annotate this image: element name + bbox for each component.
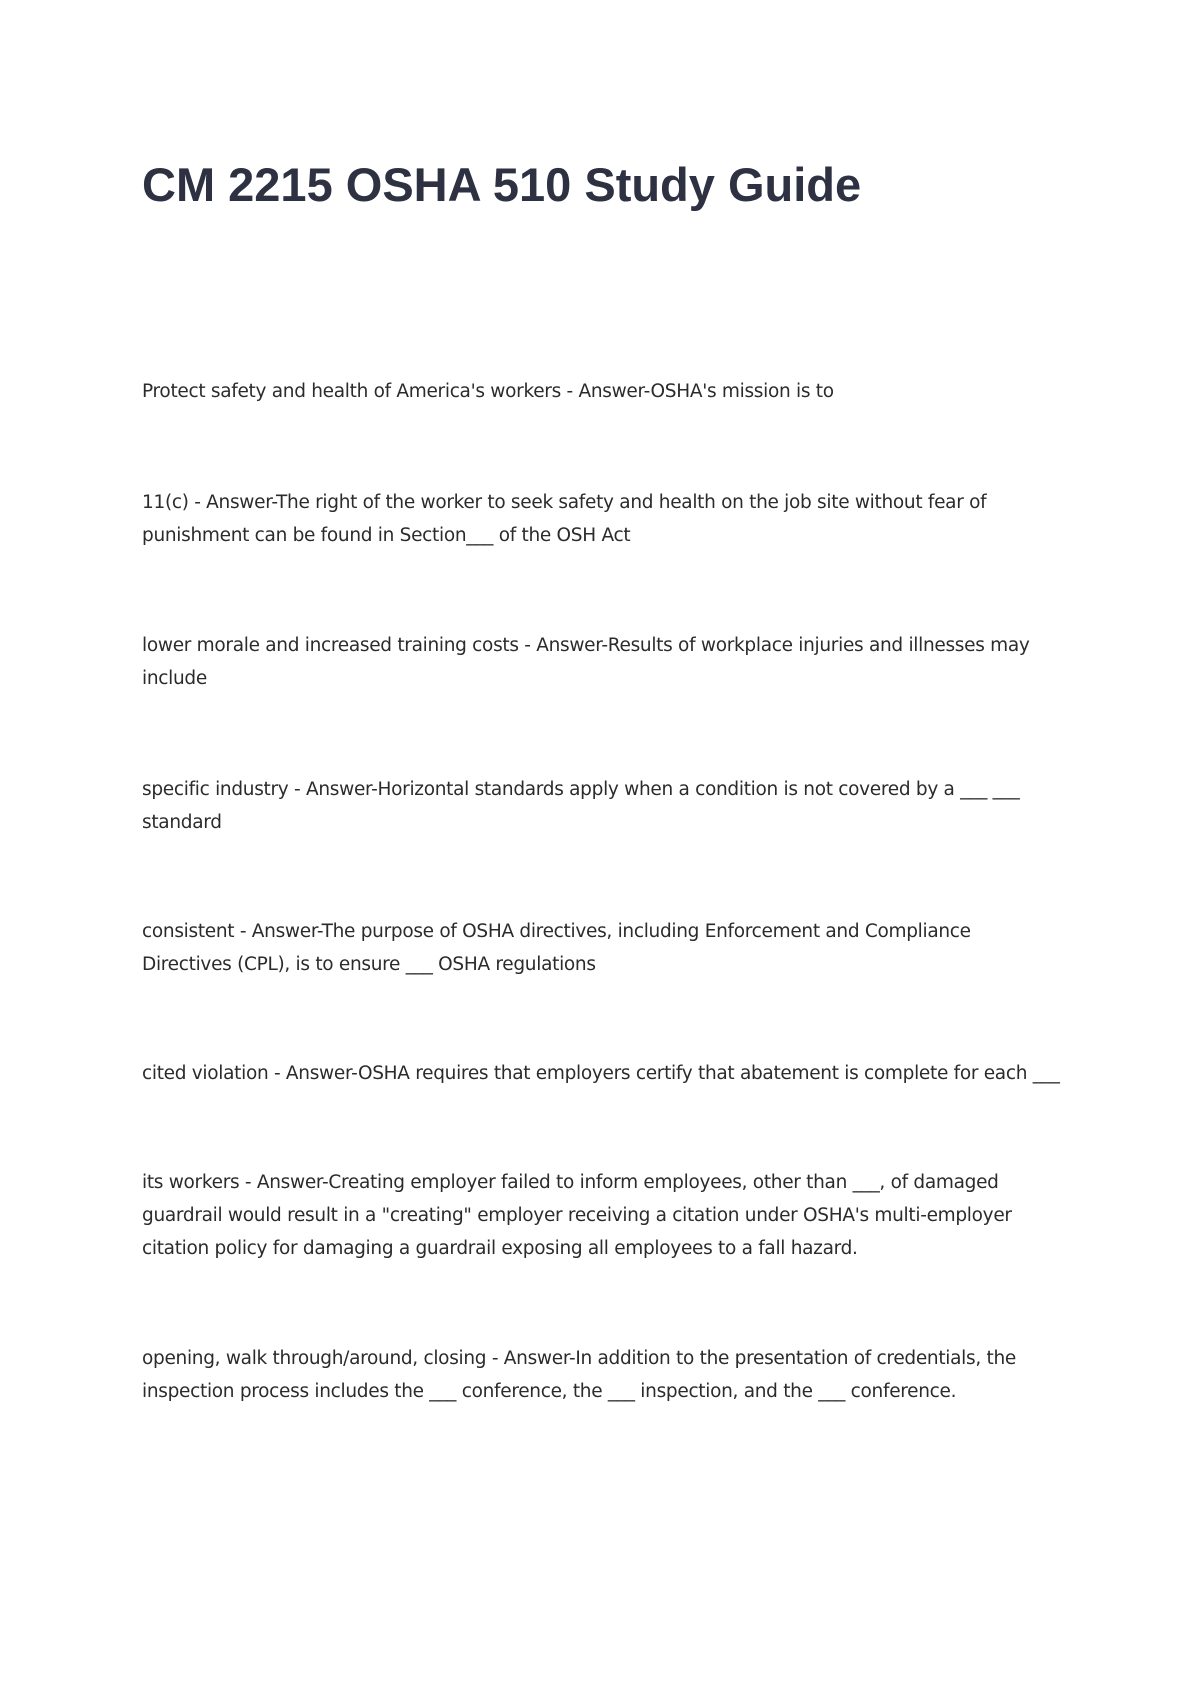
document-title: CM 2215 OSHA 510 Study Guide: [142, 158, 862, 211]
qa-item: consistent - Answer-The purpose of OSHA directives, including Enforcement and Compliance Directives (CPL), is to ensure ___ OSHA regulations: [142, 921, 971, 975]
qa-item: its workers - Answer-Creating employer failed to inform employees, other than ___, of damaged guardrail would result in a "creating" employer receiving a citation under OSHA's multi-employer citation policy for damaging a guardrail exposing all employees to a fall hazard.: [142, 1172, 1012, 1259]
qa-item: lower morale and increased training costs - Answer-Results of workplace injuries and illnesses may include: [142, 635, 1030, 689]
qa-item: Protect safety and health of America's workers - Answer-OSHA's mission is to: [142, 381, 834, 402]
qa-item: opening, walk through/around, closing - Answer-In addition to the presentation of credentials, the inspection process includes the ___ conference, the ___ inspection, and the ___ conference.: [142, 1348, 1016, 1402]
qa-item: cited violation - Answer-OSHA requires that employers certify that abatement is complete for each ___: [142, 1063, 1060, 1084]
qa-item: 11(c) - Answer-The right of the worker to seek safety and health on the job site without fear of punishment can be found in Section___ of the OSH Act: [142, 492, 987, 546]
qa-item: specific industry - Answer-Horizontal standards apply when a condition is not covered by a ___ ___ standard: [142, 779, 1020, 833]
